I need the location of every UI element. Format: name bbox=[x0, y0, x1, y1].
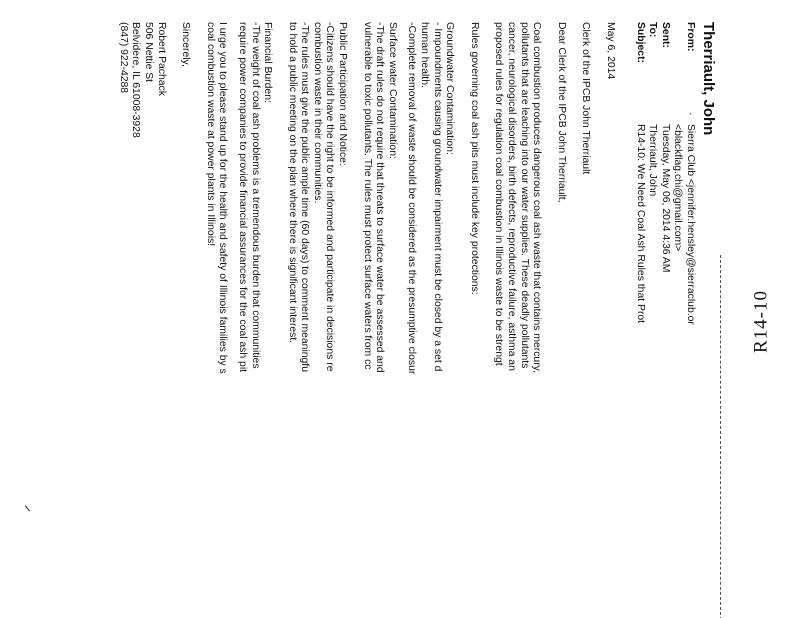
header-value: Sierra Club <jennifer.hensley@sierraclub.or bbox=[685, 124, 696, 325]
scan-mark bbox=[25, 505, 30, 511]
header-row-subject bbox=[633, 22, 646, 618]
intro-line: proposed rules for regulation coal combustion in Illinois waste to be strengt bbox=[493, 22, 505, 366]
signature-line: Robert Pachack bbox=[155, 22, 167, 96]
header-value: R14-10: We Need Coal Ash Rules that Prot bbox=[634, 124, 646, 324]
surface-heading: Surface water Contamination: bbox=[386, 22, 398, 159]
header-bullet bbox=[633, 112, 646, 124]
header-label: Sent: bbox=[659, 22, 671, 48]
header-divider bbox=[720, 255, 721, 618]
groundwater-line: -Complete removal of waste should be considered as the presumptive closur bbox=[406, 22, 418, 375]
intro-line: cancer, neurological disorders, birth defects, reproductive failure, asthma an bbox=[506, 22, 518, 371]
intro-line: Coal combustion produces dangerous coal ash waste that contains mercury, bbox=[531, 22, 543, 373]
letter-date: May 6, 2014 bbox=[605, 22, 616, 80]
groundwater-line: - Impoundments causing groundwater impairment must be closed by a set d bbox=[431, 22, 443, 372]
participation-line: combustion waste in their communities. bbox=[311, 22, 323, 204]
surface-line: vulnerable to toxic pollutants. The rules must protect surface waters from cc bbox=[361, 22, 373, 370]
surface-line: -The draft rules do not require that threats to surface water be assessed and bbox=[374, 22, 386, 373]
participation-heading: Public Participation and Notice: bbox=[337, 22, 349, 166]
letter-salutation: Dear Clerk of the IPCB John Therriault, bbox=[555, 22, 567, 203]
header-value: Tuesday, May 06, 2014 4:36 AM bbox=[659, 124, 671, 273]
header-row-from bbox=[683, 22, 696, 618]
docket-number: R14-10 bbox=[750, 290, 772, 353]
header-bullet bbox=[646, 112, 659, 124]
closing-line: I urge you to please stand up for the health and safety of Illinois families by s bbox=[217, 22, 229, 374]
participation-line: -The rules must give the public ample time (60 days) to comment meaningfu bbox=[299, 22, 311, 372]
key-protections-line: Rules governing coal ash pits must include key protections: bbox=[468, 22, 480, 295]
header-bullet: · bbox=[685, 112, 696, 116]
header-label: From: bbox=[685, 22, 696, 52]
intro-line: pollutants that are leaching into our water supplies. These deadly pollutants bbox=[518, 22, 530, 369]
header-bullet bbox=[671, 112, 684, 124]
header-label bbox=[671, 22, 684, 112]
signature-line: 506 Nettie St bbox=[142, 22, 154, 83]
groundwater-line: human health. bbox=[419, 22, 431, 88]
header-label: Subject: bbox=[634, 22, 646, 63]
participation-line: to hold a public meeting on the plan where there is significant interest. bbox=[286, 22, 298, 344]
email-headers bbox=[633, 22, 696, 618]
letter-body bbox=[116, 22, 616, 612]
signature-line: Belvidere, IL 61008-3928 bbox=[130, 22, 142, 138]
header-label: To: bbox=[647, 22, 659, 38]
signoff: Sincerely, bbox=[180, 22, 192, 67]
header-bullet bbox=[658, 112, 671, 124]
header-row-from-cont bbox=[671, 22, 684, 618]
participation-line: -Citizens should have the right to be informed and participate in decisions re bbox=[324, 22, 336, 372]
closing-line: coal combustion waste at power plants in Illinois! bbox=[204, 22, 216, 247]
financial-line: -The weight of coal ash problems is a tremendous burden that communities bbox=[249, 22, 261, 369]
header-row-sent bbox=[658, 22, 671, 618]
letter-recipient: Clerk of the IPCB John Therriault bbox=[580, 22, 592, 175]
header-value: <blackflag.chi@gmail.com> bbox=[672, 124, 684, 252]
financial-heading: Financial Burden: bbox=[262, 22, 274, 103]
header-name: Therriault, John bbox=[700, 22, 717, 136]
signature-line: (847) 922-4288 bbox=[117, 22, 129, 94]
financial-line: require power companies to provide financial assurances for the coal ash pit bbox=[236, 22, 248, 373]
header-value: Therriault, John bbox=[647, 124, 659, 197]
groundwater-heading: Groundwater Contamination: bbox=[444, 22, 456, 155]
header-row-to bbox=[646, 22, 659, 618]
